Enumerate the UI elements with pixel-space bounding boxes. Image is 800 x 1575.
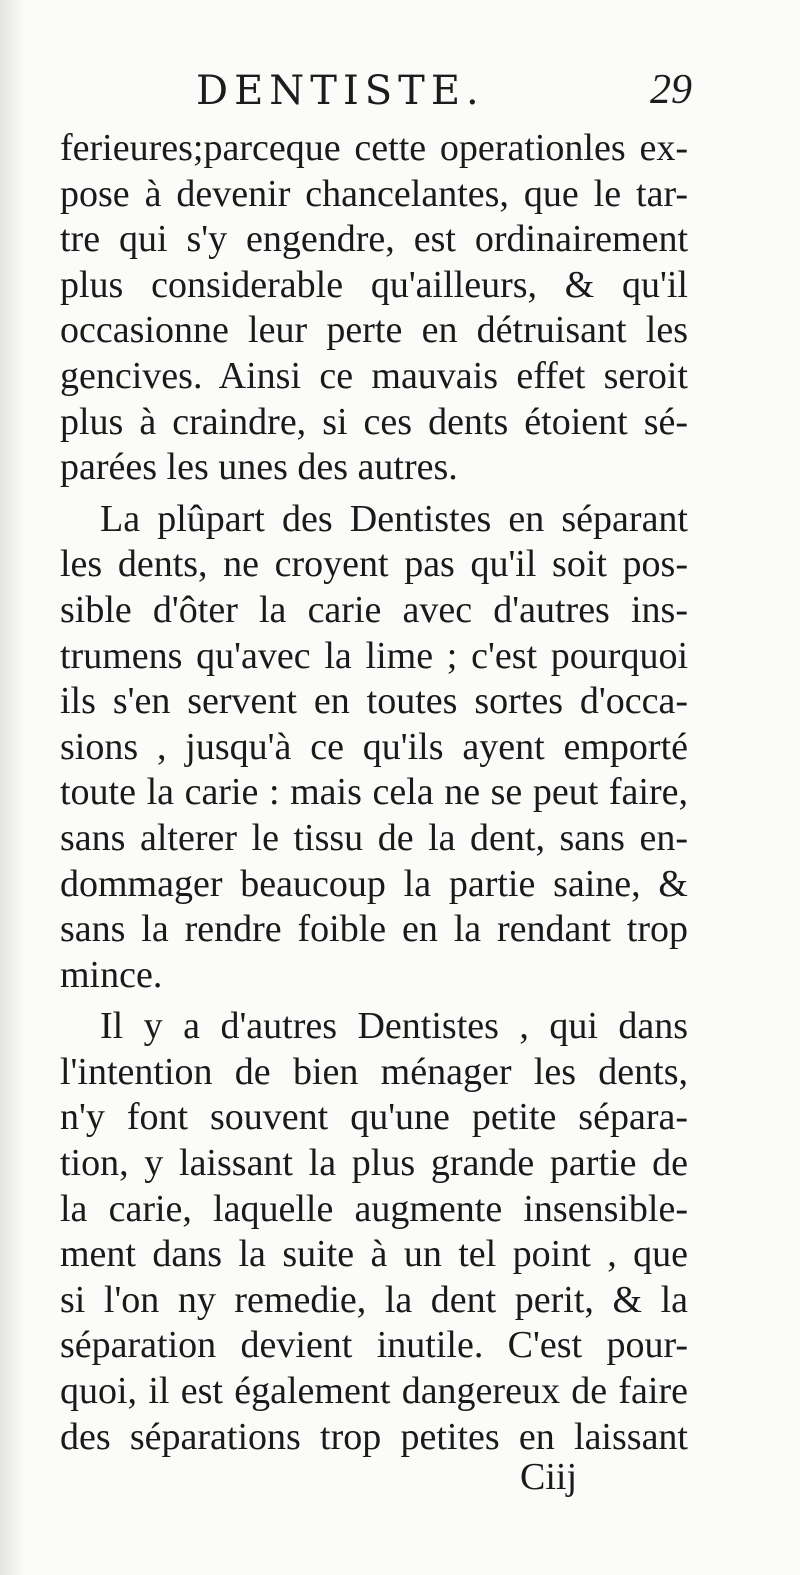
text-line: occasionne leur perte en détruisant les — [60, 309, 688, 352]
text-line: séparation devient inutile. C'est pour- — [60, 1324, 688, 1367]
page-edge-shadow — [0, 0, 26, 1575]
text-line: quoi, il est également dangereux de faire — [60, 1370, 688, 1413]
signature-mark: Ciij — [520, 1456, 578, 1498]
text-line: sans alterer le tissu de la dent, sans en- — [60, 816, 688, 859]
text-line: la carie, laquelle augmente insensible- — [60, 1187, 688, 1230]
text-line: La plûpart des Dentistes en séparant — [100, 497, 688, 540]
text-line: toute la carie : mais cela ne se peut faire, — [60, 771, 688, 814]
text-line: parées les unes des autres. — [60, 446, 458, 489]
text-line: sans la rendre foible en la rendant trop — [60, 908, 688, 951]
text-line: l'intention de bien ménager les dents, — [60, 1050, 688, 1093]
text-line: n'y font souvent qu'une petite sépara- — [60, 1096, 688, 1139]
text-line: si l'on ny remedie, la dent perit, & la — [60, 1278, 688, 1321]
text-line: ment dans la suite à un tel point , que — [60, 1233, 688, 1276]
text-line: pose à devenir chancelantes, que le tar- — [60, 172, 688, 215]
text-line: plus considerable qu'ailleurs, & qu'il — [60, 263, 688, 306]
running-title: DENTISTE. — [196, 68, 485, 114]
paragraph — [60, 126, 688, 491]
text-line: les dents, ne croyent pas qu'il soit pos- — [60, 543, 688, 586]
paragraph — [60, 1004, 688, 1460]
text-line: ferieures;parceque cette operationles ex- — [60, 127, 688, 169]
text-line: Il y a d'autres Dentistes , qui dans — [100, 1005, 688, 1048]
text-line: tion, y laissant la plus grande partie de — [60, 1142, 688, 1185]
text-line: trumens qu'avec la lime ; c'est pourquoi — [60, 634, 688, 677]
text-line: plus à craindre, si ces dents étoient sé- — [60, 400, 688, 443]
text-line: tre qui s'y engendre, est ordinairement — [60, 218, 688, 261]
text-line: sions , jusqu'à ce qu'ils ayent emporté — [60, 725, 688, 768]
running-head — [60, 64, 692, 120]
paragraph — [60, 497, 688, 999]
text-line: sible d'ôter la carie avec d'autres ins- — [60, 588, 688, 631]
text-line: gencives. Ainsi ce mauvais effet seroit — [60, 354, 688, 397]
text-line: mince. — [60, 953, 163, 996]
body-text — [60, 126, 688, 1460]
text-line: dommager beaucoup la partie saine, & — [60, 862, 688, 905]
text-line: ils s'en servent en toutes sortes d'occa- — [60, 680, 688, 723]
text-line: des séparations trop petites en laissant — [60, 1415, 688, 1458]
page-number: 29 — [650, 67, 692, 113]
